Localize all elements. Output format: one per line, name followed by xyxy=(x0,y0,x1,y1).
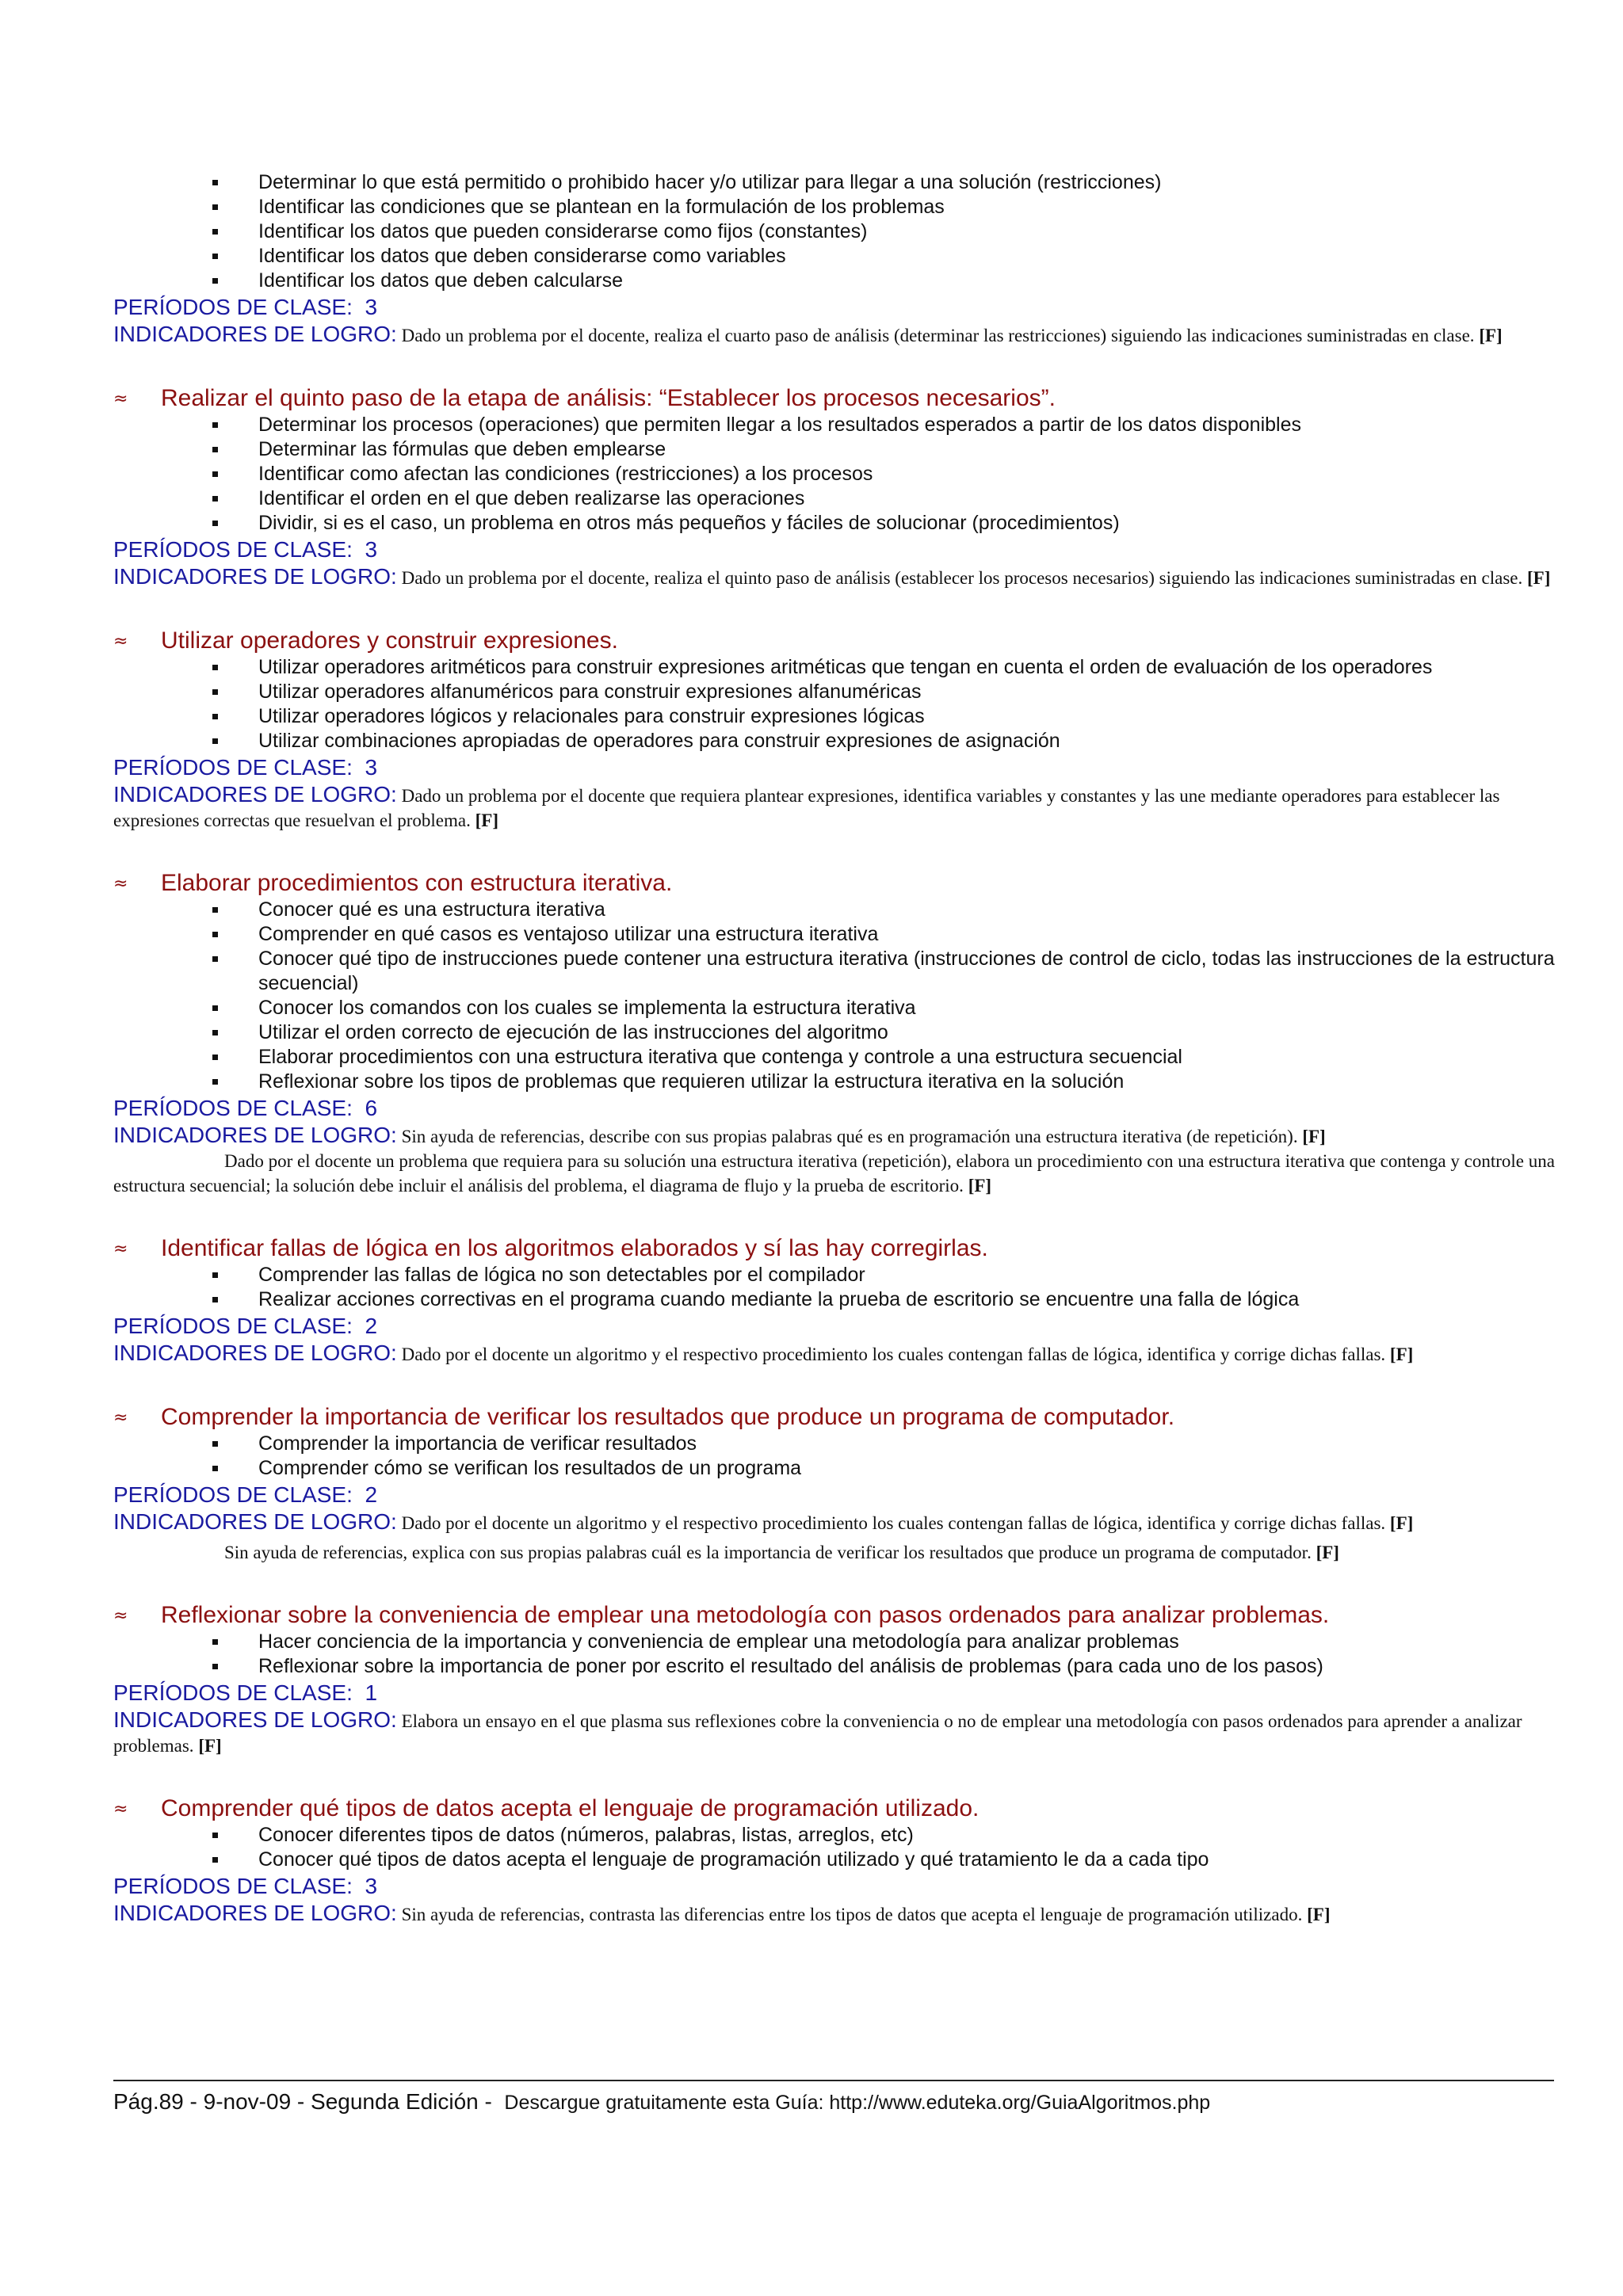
section-heading: ≈ Reflexionar sobre la conveniencia de emplear una metodología con pasos ordenados para analizar problemas. xyxy=(113,1602,1330,1628)
list-item: Comprender la importancia de verificar resultados xyxy=(257,1432,1564,1456)
approx-marker-icon: ≈ xyxy=(113,1239,128,1259)
indicador-extra-line xyxy=(113,1149,1564,1198)
list-item: Identificar el orden en el que deben realizarse las operaciones xyxy=(257,486,1564,511)
indicador-label: INDICADORES DE LOGRO: xyxy=(113,1901,397,1925)
indicador-line xyxy=(113,1341,1564,1367)
list-item: Utilizar operadores aritméticos para construir expresiones aritméticas que tengan en cuenta el orden de evaluación de los operadores xyxy=(257,655,1564,680)
approx-marker-icon: ≈ xyxy=(113,1606,128,1626)
f-mark: [F] xyxy=(1302,1127,1326,1146)
bullet-list xyxy=(113,898,1564,1094)
list-item: Conocer qué es una estructura iterativa xyxy=(257,898,1564,922)
indicador-line xyxy=(113,782,1564,833)
f-mark: [F] xyxy=(1316,1543,1339,1562)
list-item: Comprender en qué casos es ventajoso utilizar una estructura iterativa xyxy=(257,922,1564,947)
indicador-text: Sin ayuda de referencias, explica con sus propias palabras cuál es la importancia de verificar los resultados que produce un programa de computador. xyxy=(224,1543,1312,1562)
bullet-list xyxy=(113,1263,1564,1312)
indicador-label: INDICADORES DE LOGRO: xyxy=(113,1123,397,1147)
section-heading: ≈ Utilizar operadores y construir expresiones. xyxy=(113,627,618,654)
periodos-line: PERÍODOS DE CLASE: 3 xyxy=(113,1874,378,1898)
list-item: Elaborar procedimientos con una estructura iterativa que contenga y controle a una estructura secuencial xyxy=(257,1045,1564,1070)
indicador-line xyxy=(113,1901,1564,1927)
indicador-label: INDICADORES DE LOGRO: xyxy=(113,1707,397,1732)
section-heading: ≈ Elaborar procedimientos con estructura iterativa. xyxy=(113,870,673,896)
list-item: Identificar como afectan las condiciones (restricciones) a los procesos xyxy=(257,462,1564,486)
indicador-text: Dado por el docente un algoritmo y el respectivo procedimiento los cuales contengan fallas de lógica, identifica y corrige dichas fallas. xyxy=(401,1513,1386,1533)
list-item: Utilizar combinaciones apropiadas de operadores para construir expresiones de asignación xyxy=(257,729,1564,753)
periodos-line: PERÍODOS DE CLASE: 3 xyxy=(113,537,378,562)
periodos-line: PERÍODOS DE CLASE: 3 xyxy=(113,295,378,319)
approx-marker-icon: ≈ xyxy=(113,1408,128,1428)
list-item: Dividir, si es el caso, un problema en otros más pequeños y fáciles de solucionar (procedimientos) xyxy=(257,511,1564,536)
list-item: Determinar los procesos (operaciones) que permiten llegar a los resultados esperados a partir de los datos disponibles xyxy=(257,413,1564,437)
indicador-text: Sin ayuda de referencias, describe con sus propias palabras qué es en programación una estructura iterativa (de repetición). xyxy=(401,1127,1298,1146)
list-item: Utilizar el orden correcto de ejecución de las instrucciones del algoritmo xyxy=(257,1020,1564,1045)
indicador-text: Dado un problema por el docente que requiera plantear expresiones, identifica variables y constantes y las une mediante operadores para establecer las expresiones correctas que resuelvan el problema. xyxy=(113,786,1500,830)
periodos-line: PERÍODOS DE CLASE: 2 xyxy=(113,1482,378,1507)
list-item: Determinar lo que está permitido o prohibido hacer y/o utilizar para llegar a una solución (restricciones) xyxy=(257,170,1564,195)
section-quinto-paso xyxy=(113,384,1564,590)
periodos-value: 1 xyxy=(365,1680,378,1705)
section-fallas-logica xyxy=(113,1234,1564,1367)
f-mark: [F] xyxy=(1479,326,1503,345)
list-item: Conocer qué tipo de instrucciones puede contener una estructura iterativa (instrucciones de control de ciclo, todas las instrucciones de la estructura secuencial) xyxy=(257,947,1564,996)
bullet-list xyxy=(113,170,1564,293)
bullet-list xyxy=(113,1823,1564,1872)
periodos-value: 2 xyxy=(365,1482,378,1507)
section-tipos-datos xyxy=(113,1794,1564,1927)
section-heading: ≈ Identificar fallas de lógica en los algoritmos elaborados y sí las hay corregirlas. xyxy=(113,1235,988,1261)
list-item: Identificar los datos que pueden considerarse como fijos (constantes) xyxy=(257,219,1564,244)
page-footer xyxy=(113,2088,1564,2117)
footer-page-info: Pág.89 - 9-nov-09 - Segunda Edición - xyxy=(113,2089,492,2114)
f-mark: [F] xyxy=(1527,568,1551,588)
bullet-list xyxy=(113,1432,1564,1481)
list-item: Realizar acciones correctivas en el programa cuando mediante la prueba de escritorio se encuentre una falla de lógica xyxy=(257,1287,1564,1312)
f-mark: [F] xyxy=(1389,1344,1414,1364)
list-item: Conocer los comandos con los cuales se implementa la estructura iterativa xyxy=(257,996,1564,1020)
section-operadores xyxy=(113,627,1564,833)
indicador-line xyxy=(113,1509,1564,1535)
periodos-value: 3 xyxy=(365,755,378,780)
list-item: Identificar los datos que deben calcularse xyxy=(257,269,1564,293)
periodos-value: 3 xyxy=(365,537,378,562)
section-heading: ≈ Realizar el quinto paso de la etapa de análisis: “Establecer los procesos necesarios”. xyxy=(113,385,1056,411)
list-item: Utilizar operadores lógicos y relacionales para construir expresiones lógicas xyxy=(257,704,1564,729)
f-mark: [F] xyxy=(1307,1905,1331,1924)
list-item: Comprender las fallas de lógica no son detectables por el compilador xyxy=(257,1263,1564,1287)
document-page xyxy=(113,170,1564,1927)
bullet-list xyxy=(113,1630,1564,1679)
periodos-line: PERÍODOS DE CLASE: 3 xyxy=(113,755,378,780)
section-verificar-resultados xyxy=(113,1403,1564,1565)
section-heading: ≈ Comprender qué tipos de datos acepta el lenguaje de programación utilizado. xyxy=(113,1795,980,1821)
indicador-text: Sin ayuda de referencias, contrasta las diferencias entre los tipos de datos que acepta el lenguaje de programación utilizado. xyxy=(401,1905,1303,1924)
approx-marker-icon: ≈ xyxy=(113,1799,128,1819)
list-item: Reflexionar sobre los tipos de problemas que requieren utilizar la estructura iterativa en la solución xyxy=(257,1070,1564,1094)
indicador-line xyxy=(113,1707,1564,1758)
list-item: Identificar las condiciones que se plantean en la formulación de los problemas xyxy=(257,195,1564,219)
indicador-label: INDICADORES DE LOGRO: xyxy=(113,322,397,346)
footer-divider xyxy=(113,2080,1554,2081)
f-mark: [F] xyxy=(968,1176,992,1196)
indicador-label: INDICADORES DE LOGRO: xyxy=(113,1509,397,1534)
bullet-list xyxy=(113,655,1564,753)
f-mark: [F] xyxy=(198,1736,222,1756)
section-metodologia xyxy=(113,1601,1564,1758)
periodos-value: 3 xyxy=(365,295,378,319)
f-mark: [F] xyxy=(1389,1513,1414,1533)
indicador-line xyxy=(113,564,1564,590)
approx-marker-icon: ≈ xyxy=(113,389,128,409)
section-estructura-iterativa xyxy=(113,869,1564,1198)
list-item: Identificar los datos que deben considerarse como variables xyxy=(257,244,1564,269)
periodos-line: PERÍODOS DE CLASE: 6 xyxy=(113,1096,378,1120)
list-item: Conocer diferentes tipos de datos (números, palabras, listas, arreglos, etc) xyxy=(257,1823,1564,1848)
periodos-line: PERÍODOS DE CLASE: 2 xyxy=(113,1314,378,1338)
list-item: Utilizar operadores alfanuméricos para construir expresiones alfanuméricas xyxy=(257,680,1564,704)
indicador-text: Dado un problema por el docente, realiza el quinto paso de análisis (establecer los procesos necesarios) siguiendo las indicaciones suministradas en clase. xyxy=(401,568,1523,588)
indicador-text: Dado por el docente un algoritmo y el respectivo procedimiento los cuales contengan fallas de lógica, identifica y corrige dichas fallas. xyxy=(401,1344,1386,1364)
bullet-list xyxy=(113,413,1564,536)
periodos-value: 3 xyxy=(365,1874,378,1898)
indicador-line xyxy=(113,1123,1564,1149)
approx-marker-icon: ≈ xyxy=(113,631,128,651)
list-item: Determinar las fórmulas que deben emplearse xyxy=(257,437,1564,462)
list-item: Reflexionar sobre la importancia de poner por escrito el resultado del análisis de problemas (para cada uno de los pasos) xyxy=(257,1654,1564,1679)
periodos-value: 2 xyxy=(365,1314,378,1338)
indicador-label: INDICADORES DE LOGRO: xyxy=(113,564,397,589)
approx-marker-icon: ≈ xyxy=(113,874,128,894)
footer-download-link[interactable]: Descargue gratuitamente esta Guía: http://www.eduteka.org/GuiaAlgoritmos.php xyxy=(504,2092,1211,2114)
periodos-value: 6 xyxy=(365,1096,378,1120)
indicador-line xyxy=(113,322,1564,348)
periodos-line: PERÍODOS DE CLASE: 1 xyxy=(113,1680,378,1705)
list-item: Conocer qué tipos de datos acepta el lenguaje de programación utilizado y qué tratamiento le da a cada tipo xyxy=(257,1848,1564,1872)
section-heading: ≈ Comprender la importancia de verificar los resultados que produce un programa de computador. xyxy=(113,1404,1175,1430)
indicador-label: INDICADORES DE LOGRO: xyxy=(113,1341,397,1365)
list-item: Hacer conciencia de la importancia y conveniencia de emplear una metodología para analizar problemas xyxy=(257,1630,1564,1654)
indicador-text: Elabora un ensayo en el que plasma sus reflexiones cobre la conveniencia o no de emplear una metodología con pasos ordenados para aprender a analizar problemas. xyxy=(113,1711,1522,1756)
indicador-text: Dado por el docente un problema que requiera para su solución una estructura iterativa (repetición), elabora un procedimiento con una estructura iterativa que contenga y controle una estructura secuencial; la solución debe incluir el análisis del problema, el diagrama de flujo y la prueba de escritorio. xyxy=(113,1151,1555,1196)
indicador-text: Dado un problema por el docente, realiza el cuarto paso de análisis (determinar las restricciones) siguiendo las indicaciones suministradas en clase. xyxy=(401,326,1475,345)
top-block xyxy=(113,170,1564,348)
indicador-label: INDICADORES DE LOGRO: xyxy=(113,782,397,807)
f-mark: [F] xyxy=(475,810,498,830)
list-item: Comprender cómo se verifican los resultados de un programa xyxy=(257,1456,1564,1481)
indicador-extra-line xyxy=(113,1540,1564,1565)
